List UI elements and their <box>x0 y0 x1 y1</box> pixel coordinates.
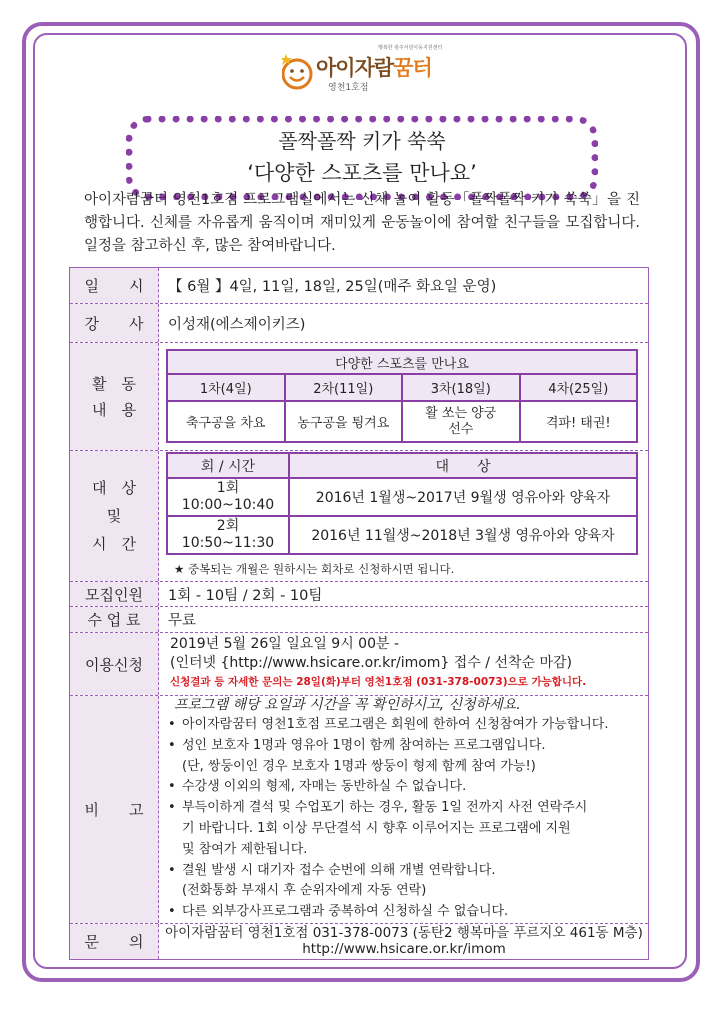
label-activity-line2: 내 용 <box>92 400 136 419</box>
label-target-line2: 및 <box>106 507 122 525</box>
row-instructor <box>70 304 648 343</box>
contact-url[interactable]: http://www.hsicare.or.kr/imom <box>302 941 506 957</box>
row-contact <box>70 924 648 959</box>
row-remarks <box>70 696 648 924</box>
row-apply <box>70 633 648 696</box>
label-remarks: 비 고 <box>70 696 159 923</box>
target-description: 2016년 1월생~2017년 9월생 영유아와 양육자 <box>289 478 637 516</box>
remark-item: 기 바랍니다. 1회 이상 무단결석 시 향후 이루어지는 프로그램에 지원 <box>182 820 571 836</box>
label-recruit: 모집인원 <box>70 582 159 606</box>
remark-item: (단, 쌍둥이인 경우 보호자 1명과 쌍둥이 형제 함께 참여 가능!) <box>182 758 536 774</box>
row-fee <box>70 607 648 633</box>
contact-content <box>162 924 646 957</box>
target-col-time: 회 / 시간 <box>167 453 289 478</box>
session-round: 4차(25일) <box>520 374 638 401</box>
value-schedule: 【 6월 】4일, 11일, 18일, 25일(매주 화요일 운영) <box>168 279 497 295</box>
row-recruit <box>70 582 648 607</box>
logo <box>282 44 462 100</box>
label-fee: 수 업 료 <box>70 607 159 632</box>
remarks-list <box>166 715 644 923</box>
row-target <box>70 451 648 582</box>
remark-item: • 다른 외부강사프로그램과 중복하여 신청하실 수 없습니다. <box>166 902 644 923</box>
label-target-line1: 대 상 <box>92 479 136 497</box>
contact-line-1: 아이자람꿈터 영천1호점 031-378-0073 (동탄2 행복마을 푸르지오 461동 M층) <box>165 925 643 941</box>
target-note: ★ 중복되는 개월은 원하시는 회차로 신청하시면 됩니다. <box>174 562 455 576</box>
logo-tagline: 행복한 광주서민아동지원센터 <box>378 45 443 51</box>
remark-item: • 성인 보호자 1명과 영유아 1명이 함께 참여하는 프로그램입니다. <box>166 736 644 757</box>
session-round: 2차(11일) <box>285 374 403 401</box>
session-round: 3차(18일) <box>402 374 520 401</box>
title-box <box>126 116 598 200</box>
label-activity-line1: 활 동 <box>92 374 136 393</box>
session-content: 활 쏘는 양궁선수 <box>402 401 520 442</box>
label-instructor: 강 사 <box>70 304 159 342</box>
session-time: 10:00~10:40 <box>181 497 275 513</box>
title-line-1: 폴짝폴짝 키가 쑥쑥 <box>278 129 446 153</box>
remark-item: 및 참여가 제한됩니다. <box>182 841 308 857</box>
row-activity <box>70 343 648 451</box>
session-content: 축구공을 차요 <box>167 401 285 442</box>
activity-table-title: 다양한 스포츠를 만나요 <box>167 350 637 374</box>
logo-branch: 영천1호점 <box>328 83 369 93</box>
value-instructor: 이성재(에스제이키즈) <box>168 316 306 333</box>
session-number: 1회 <box>216 480 240 496</box>
label-target <box>70 451 159 581</box>
remark-item: • 수강생 이외의 형제, 자매는 동반하실 수 없습니다. <box>166 777 644 798</box>
logo-title: 아이자람꿈터 <box>316 56 432 80</box>
smile-face-icon <box>282 52 316 92</box>
remark-item: (전화통화 부재시 후 순위자에게 자동 연락) <box>182 883 427 899</box>
target-table <box>166 452 638 555</box>
target-session-time <box>167 478 289 516</box>
row-schedule <box>70 268 648 304</box>
session-number: 2회 <box>216 518 240 534</box>
apply-content <box>170 635 644 692</box>
label-contact: 문 의 <box>70 924 159 959</box>
target-session-time <box>167 516 289 554</box>
remark-item: • 아이자람꿈터 영천1호점 프로그램은 회원에 한하여 신청참여가 가능합니다. <box>166 715 644 736</box>
target-description: 2016년 11월생~2018년 3월생 영유아와 양육자 <box>289 516 637 554</box>
label-schedule: 일 시 <box>70 268 159 303</box>
remarks-italic-note: 프로그램 해당 요일과 시간을 꼭 확인하시고, 신청하세요. <box>174 697 521 713</box>
target-col-target: 대 상 <box>289 453 637 478</box>
remark-item: • 결원 발생 시 대기자 접수 순번에 의해 개별 연락합니다. <box>166 861 644 882</box>
session-content: 농구공을 튕겨요 <box>285 401 403 442</box>
session-round: 1차(4일) <box>167 374 285 401</box>
value-fee: 무료 <box>168 613 197 629</box>
title-line-2: ‘다양한 스포츠를 만나요’ <box>247 161 477 185</box>
label-apply: 이용신청 <box>70 633 159 695</box>
intro-paragraph: 아이자람꿈터 영천1호점 프로그램실에서는 신체 놀이 활동「폴짝폴짝 키가 쑥쑥」을 진행합니다. 신체를 자유롭게 움직이며 재미있게 운동놀이에 참여할 친구들을 모집합니다. 일정을 참고하신 후, 많은 참여바랍니다. <box>84 192 640 254</box>
apply-line-2: (인터넷 {http://www.hsicare.or.kr/imom} 접수 / 선착순 마감) <box>170 655 572 671</box>
apply-line-1: 2019년 5월 26일 일요일 9시 00분 - <box>170 636 400 652</box>
value-recruit: 1회 - 10팀 / 2회 - 10팀 <box>168 587 323 604</box>
label-target-line3: 시 간 <box>92 535 136 553</box>
session-time: 10:50~11:30 <box>181 535 275 551</box>
label-activity <box>70 343 159 450</box>
apply-notice: 신청결과 등 자세한 문의는 28일(화)부터 영천1호점 (031-378-0073)으로 가능합니다. <box>170 676 587 688</box>
session-content: 격파! 태권! <box>520 401 638 442</box>
activity-table <box>166 349 638 443</box>
remarks-content <box>166 696 644 923</box>
remark-item: • 부득이하게 결석 및 수업포기 하는 경우, 활동 1일 전까지 사전 연락주시 <box>166 798 644 819</box>
info-table <box>69 267 649 960</box>
